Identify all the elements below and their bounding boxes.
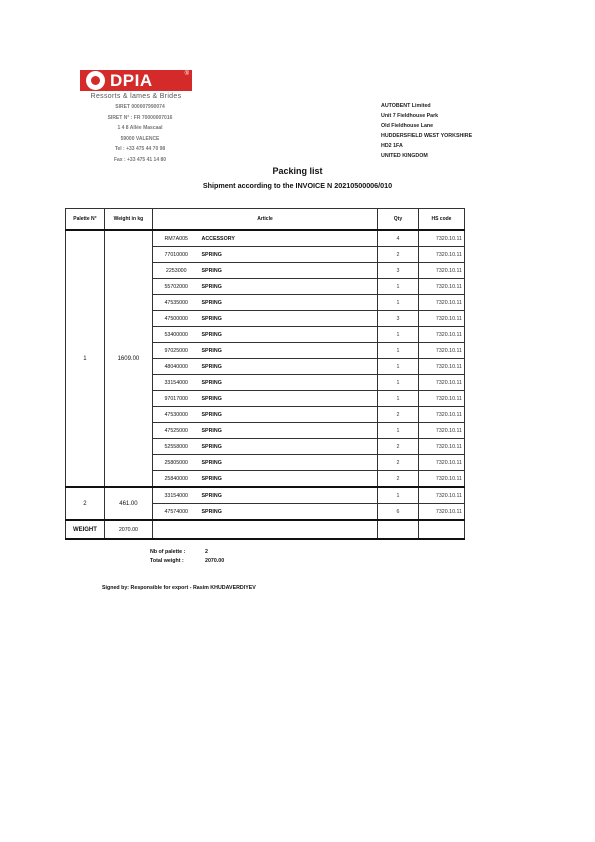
quantity: 2 (378, 247, 419, 263)
pallets-value: 2 (205, 549, 208, 555)
quantity: 1 (378, 375, 419, 391)
quantity: 1 (378, 343, 419, 359)
weight-total-value: 2070.00 (104, 520, 152, 539)
sender-line: 1 4 8 Allée Mascaal (117, 125, 163, 131)
recipient-line: Unit 7 Fieldhouse Park (381, 112, 439, 119)
article-description: SPRING (200, 423, 378, 439)
weight-value: 2070.00 (205, 557, 225, 564)
article-description: SPRING (200, 343, 378, 359)
header-qty: Qty (378, 209, 419, 231)
sender-line: SIRET 000007990074 (115, 104, 165, 110)
hs-code: 7320.10.11 (418, 504, 464, 521)
article-description: SPRING (200, 471, 378, 488)
header-pallet: Palette N° (66, 209, 105, 231)
hs-code: 7320.10.11 (418, 455, 464, 471)
article-description: SPRING (200, 247, 378, 263)
article-description: SPRING (200, 407, 378, 423)
sender-address (80, 102, 200, 165)
quantity: 1 (378, 487, 419, 504)
quantity: 1 (378, 327, 419, 343)
quantity: 1 (378, 359, 419, 375)
article-description: SPRING (200, 391, 378, 407)
weight-label: Total weight : (150, 557, 184, 564)
article-description: SPRING (200, 359, 378, 375)
article-description: SPRING (200, 263, 378, 279)
summary-block (150, 548, 224, 565)
hs-code: 7320.10.11 (418, 311, 464, 327)
sender-line: Fax : +33 475 41 14 80 (113, 156, 167, 163)
hs-code: 7320.10.11 (418, 247, 464, 263)
article-code: 47525000 (152, 423, 199, 439)
quantity: 1 (378, 423, 419, 439)
article-code: 47500000 (152, 311, 199, 327)
pallet-number: 1 (66, 230, 105, 487)
hs-code: 7320.10.11 (418, 471, 464, 488)
hs-code: 7320.10.11 (418, 487, 464, 504)
logo-q-mark (86, 71, 105, 90)
header-weight: Weight in kg (104, 209, 152, 231)
article-code: 47530000 (152, 407, 199, 423)
pallet-number: 2 (66, 487, 105, 520)
pallet-weight: 461.00 (104, 487, 152, 520)
quantity: 3 (378, 311, 419, 327)
quantity: 2 (378, 471, 419, 488)
summary-weight (150, 557, 224, 566)
recipient-line: Old Fieldhouse Lane (381, 122, 434, 129)
hs-code: 7320.10.11 (418, 279, 464, 295)
article-description: SPRING (200, 279, 378, 295)
weight-total-empty (418, 520, 464, 539)
article-description: ACCESSORY (200, 230, 378, 247)
quantity: 2 (378, 439, 419, 455)
article-code: RM7A005 (152, 230, 199, 247)
document-title: Packing list (272, 166, 323, 176)
weight-total-row (66, 520, 465, 539)
header-article: Article (152, 209, 377, 231)
recipient-line: AUTOBENT Limited (381, 103, 431, 109)
pallet-weight: 1609.00 (104, 230, 152, 487)
company-logo (80, 70, 192, 100)
pallets-label: Nb of palette : (150, 549, 186, 555)
article-description: SPRING (200, 311, 378, 327)
article-description: SPRING (200, 455, 378, 471)
hs-code: 7320.10.11 (418, 263, 464, 279)
sender-line: SIRET N° : FR 70000007016 (107, 114, 173, 121)
recipient-address (381, 102, 472, 161)
quantity: 2 (378, 407, 419, 423)
article-code: 53400000 (152, 327, 199, 343)
quantity: 6 (378, 504, 419, 521)
document-subtitle: Shipment according to the INVOICE N 20210500006/010 (202, 181, 393, 190)
quantity: 2 (378, 455, 419, 471)
logo-registered-mark: ® (184, 71, 189, 77)
article-code: 97025000 (152, 343, 199, 359)
article-code: 97017000 (152, 391, 199, 407)
article-code: 25840000 (152, 471, 199, 488)
quantity: 4 (378, 230, 419, 247)
signature-line: Signed by: Responsible for export - Rasim KHUDAVERDIYEV (102, 585, 256, 591)
logo-tagline: Ressorts & lames & Brides (90, 93, 182, 100)
article-description: SPRING (200, 504, 378, 521)
logo-bar (80, 70, 192, 91)
article-description: SPRING (200, 487, 378, 504)
article-code: 48040000 (152, 359, 199, 375)
article-code: 33154000 (152, 487, 199, 504)
table-row (66, 230, 465, 247)
article-code: 2253000 (152, 263, 199, 279)
hs-code: 7320.10.11 (418, 423, 464, 439)
hs-code: 7320.10.11 (418, 439, 464, 455)
article-description: SPRING (200, 295, 378, 311)
hs-code: 7320.10.11 (418, 230, 464, 247)
hs-code: 7320.10.11 (418, 359, 464, 375)
weight-total-empty (152, 520, 377, 539)
hs-code: 7320.10.11 (418, 407, 464, 423)
sender-line: 59000 VALENCE (120, 135, 160, 142)
article-description: SPRING (200, 439, 378, 455)
article-code: 47574000 (152, 504, 199, 521)
hs-code: 7320.10.11 (418, 295, 464, 311)
quantity: 1 (378, 295, 419, 311)
hs-code: 7320.10.11 (418, 375, 464, 391)
hs-code: 7320.10.11 (418, 343, 464, 359)
table-body (66, 230, 465, 539)
logo-text: DPIA (110, 71, 153, 90)
quantity: 3 (378, 263, 419, 279)
quantity: 1 (378, 391, 419, 407)
article-code: 25805000 (152, 455, 199, 471)
recipient-line: UNITED KINGDOM (381, 152, 428, 159)
article-code: 47535000 (152, 295, 199, 311)
article-code: 33154000 (152, 375, 199, 391)
recipient-line: HD2 1FA (381, 142, 403, 149)
article-description: SPRING (200, 327, 378, 343)
table-header-row (66, 209, 465, 231)
weight-total-label: WEIGHT (66, 520, 105, 539)
summary-pallets (150, 548, 224, 557)
quantity: 1 (378, 279, 419, 295)
table-row (66, 487, 465, 504)
weight-total-empty (378, 520, 419, 539)
hs-code: 7320.10.11 (418, 391, 464, 407)
article-description: SPRING (200, 375, 378, 391)
header-hs-code: HS code (418, 209, 464, 231)
sender-line: Tel : +33 475 44 70 98 (114, 146, 166, 152)
article-code: 55702000 (152, 279, 199, 295)
packing-table (65, 208, 465, 540)
article-code: 52558000 (152, 439, 199, 455)
hs-code: 7320.10.11 (418, 327, 464, 343)
recipient-line: HUDDERSFIELD WEST YORKSHIRE (381, 132, 473, 139)
article-code: 77010000 (152, 247, 199, 263)
